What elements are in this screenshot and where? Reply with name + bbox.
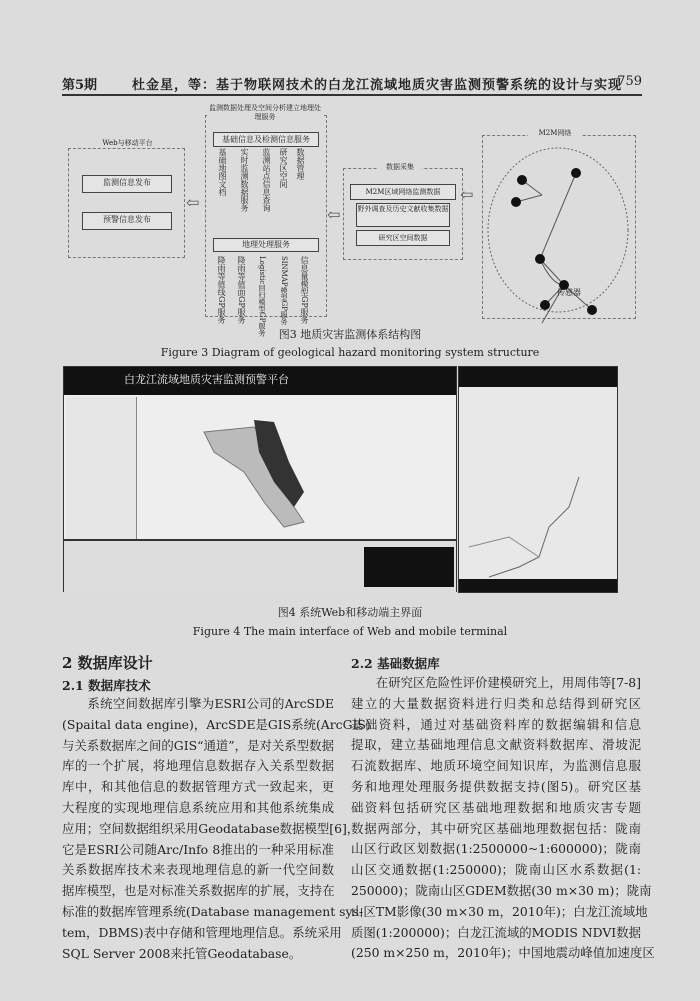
- figure-3-caption-en: Figure 3 Diagram of geological hazard monitoring system structure: [160, 346, 540, 359]
- text-line: 山区交通数据(1:250000)；陇南山区水系数据(1:: [351, 862, 641, 878]
- processing-title: 监测数据处理及空间分析建立地理处理服务: [209, 104, 321, 121]
- section-2-2-body: [351, 673, 655, 964]
- web-item: 预警信息发布: [82, 212, 172, 230]
- text-line: 大程度的实现地理信息系统应用和其他系统集成: [62, 799, 334, 815]
- text-line: 础资料包括研究区基础地理数据和地质灾害专题: [351, 799, 641, 815]
- text-line: 系统空间数据库引擎为ESRI公司的ArcSDE: [62, 696, 334, 711]
- web-title-bar: [64, 367, 456, 395]
- map-view: [194, 412, 374, 532]
- issue-number: 第5期: [62, 78, 98, 93]
- page-number: 759: [617, 74, 642, 89]
- gp-item: 降雨等值线GP服务: [217, 256, 226, 324]
- text-line: 与关系数据库之间的GIS“通道”，是对关系型数据: [62, 737, 334, 753]
- web-item: 监测信息发布: [82, 175, 172, 193]
- web-app-title: 白龙江流域地质灾害监测预警平台: [124, 373, 289, 386]
- layer-tree-panel: [66, 397, 137, 539]
- mobile-map: [459, 467, 617, 577]
- text-line: 库的一个扩展，将地理信息数据存入关系型数据: [62, 758, 334, 774]
- text-line: 务和地理处理服务提供数据支持(图5)。研究区基: [351, 778, 641, 794]
- service-item: 数据管理: [296, 148, 305, 180]
- gp-item: Logistic回归模型GP服务: [258, 256, 266, 337]
- sensor-label: 传感器: [557, 288, 581, 297]
- service-item: 研究区空间: [279, 148, 288, 188]
- running-title: 杜金星，等：基于物联网技术的白龙江流域地质灾害监测预警系统的设计与实现: [132, 78, 623, 93]
- text-line: 在研究区危险性评价建模研究上，用周伟等[7-8]: [351, 675, 641, 690]
- text-line: 库中，和其他信息的数据管理方式一致起来，更: [62, 779, 334, 795]
- service-item: 基础地图文档: [218, 148, 227, 196]
- web-platform-title: Web与移动平台: [98, 138, 157, 148]
- text-line: (250 m×250 m，2010年)；中国地震动峰值加速度区: [351, 945, 655, 961]
- web-interface-screenshot: [63, 366, 457, 592]
- figure-3-caption-cn: 图3 地质灾害监测体系结构图: [278, 328, 422, 341]
- text-line: 标准的数据库管理系统(Database management sys-: [62, 903, 364, 919]
- text-line: 石流数据库、地质环境空间知识库，为监测信息服: [351, 758, 641, 774]
- data-collection-title: 数据采集: [378, 162, 422, 172]
- text-line: 质图(1:200000)；白龙江流域的MODIS NDVI数据: [351, 924, 641, 940]
- text-line: (Spaital data engine)，ArcSDE是GIS系统(ArcGIS): [62, 716, 371, 732]
- gp-item: 信息量模型GP服务: [300, 256, 309, 324]
- m2m-title: M2M网络: [528, 128, 582, 138]
- text-line: 建立的大量数据资料进行归类和总结得到研究区: [351, 695, 641, 711]
- service-item: 监测站点信息查询: [262, 148, 271, 212]
- data-item: 野外调查及历史文献收集数据: [356, 203, 450, 227]
- section-2-2-heading: 2.2 基础数据库: [351, 656, 440, 671]
- data-item: M2M区域网络监测数据: [350, 184, 456, 200]
- gp-item: SINMAP模型GP服务: [280, 256, 288, 325]
- text-line: 应用；空间数据组织采用Geodatabase数据模型[6]，: [62, 820, 360, 836]
- text-line: 数据两部分，其中研究区基础地理数据包括：陇南: [351, 820, 641, 836]
- figure-4-caption-en: Figure 4 The main interface of Web and mobile terminal: [192, 625, 508, 638]
- text-line: 关系数据库技术来表现地理信息的新一代空间数: [62, 862, 334, 878]
- section-2-heading: 2 数据库设计: [62, 654, 153, 672]
- text-line: tem，DBMS)表中存储和管理地理信息。系统采用: [62, 924, 342, 940]
- mobile-interface-screenshot: [458, 366, 618, 593]
- arrow-left-icon: ⇦: [460, 185, 474, 204]
- gp-box: 地理处理服务: [213, 238, 319, 252]
- text-line: SQL Server 2008来托管Geodatabase。: [62, 945, 302, 961]
- text-line: 山区TM影像(30 m×30 m，2010年)；白龙江流域地: [351, 903, 648, 919]
- section-2-1-heading: 2.1 数据库技术: [62, 678, 151, 693]
- data-item: 研究区空间数据: [356, 230, 450, 246]
- text-line: 250000)；陇南山区GDEM数据(30 m×30 m)；陇南: [351, 882, 652, 898]
- text-line: 提取，建立基础地理信息文献资料数据库、滑坡泥: [351, 737, 641, 753]
- arrow-left-icon: ⇦: [327, 205, 341, 224]
- text-line: 它是ESRI公司随Arc/Info 8推出的一种采用标准: [62, 841, 334, 857]
- text-line: 据库模型，也是对标准关系数据库的扩展，支持在: [62, 883, 335, 899]
- text-line: 山区行政区划数据(1:2500000~1:600000)；陇南: [351, 841, 641, 857]
- figure-4-caption-cn: 图4 系统Web和移动端主界面: [277, 606, 423, 619]
- service-box: 基础信息及检测信息服务: [213, 132, 319, 147]
- running-header: [62, 72, 642, 96]
- mobile-bottom-bar: [459, 579, 617, 592]
- sensor-node: [511, 168, 597, 315]
- mobile-top-bar: [459, 367, 617, 387]
- text-line: 基础资料，通过对基础资料库的数据编辑和信息: [351, 716, 641, 732]
- arrow-left-icon: ⇦: [186, 193, 200, 212]
- service-item: 实时监测数据服务: [240, 148, 249, 212]
- section-2-1-body: [62, 694, 371, 964]
- web-platform-box: [68, 148, 185, 258]
- gp-item: 降雨等值面GP服务: [237, 256, 246, 324]
- video-panel: [364, 547, 454, 587]
